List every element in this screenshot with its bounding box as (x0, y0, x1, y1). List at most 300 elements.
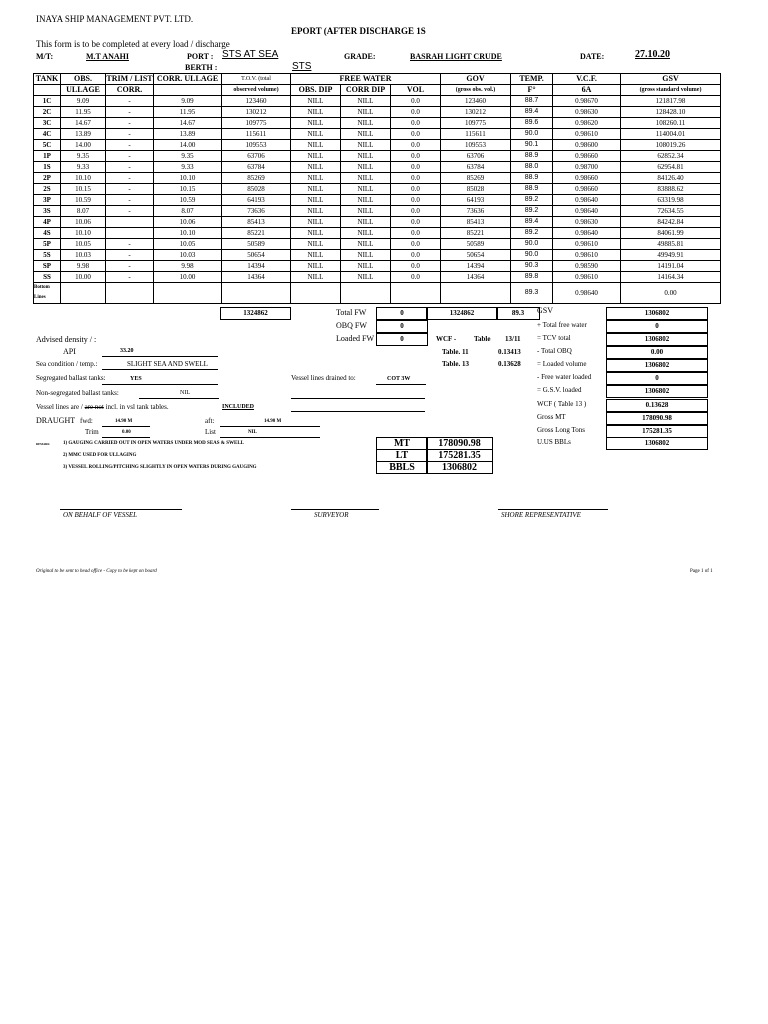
cell-gov: 109553 (441, 140, 511, 151)
table-row (34, 283, 721, 304)
segregated-value: YES (130, 376, 142, 382)
cell-vol: 0.0 (391, 140, 441, 151)
cell-tank: Bottom Lines (34, 283, 61, 304)
cell-corr-dip: NILL (341, 140, 391, 151)
cell-gsv: 108019.26 (621, 140, 721, 151)
cell-tov: 63706 (222, 151, 291, 162)
cell-vcf: 0.98700 (553, 162, 621, 173)
cell-obs: 10.03 (61, 250, 106, 261)
cell-corr: 10.06 (154, 217, 222, 228)
table-row (34, 239, 721, 250)
cell-vcf: 0.98600 (553, 140, 621, 151)
cell-tov: 73636 (222, 206, 291, 217)
port-label: PORT : (187, 52, 214, 61)
cell-vcf: 0.98630 (553, 107, 621, 118)
cell-gsv: 84242.84 (621, 217, 721, 228)
summary-label: Gross Long Tons (537, 426, 585, 434)
col-vol: VOL (391, 85, 441, 96)
table11-value: 0.13413 (498, 348, 521, 356)
table13-label: Table. 13 (442, 360, 469, 368)
cell-tank: 4P (34, 217, 61, 228)
cell-vol: 0.0 (391, 151, 441, 162)
cell-gsv: 49885.81 (621, 239, 721, 250)
report-title: EPORT (AFTER DISCHARGE 1S (291, 26, 426, 36)
col-tov: T.O.V. (total (222, 74, 291, 85)
cell-vol: 0.0 (391, 107, 441, 118)
cell-corr-dip: NILL (341, 173, 391, 184)
cell-gov: 85269 (441, 173, 511, 184)
cell-gov: 109775 (441, 118, 511, 129)
cell-vcf: 0.98610 (553, 272, 621, 283)
table-row (34, 217, 721, 228)
cell-tank: 5C (34, 140, 61, 151)
cell-corr-dip: NILL (341, 217, 391, 228)
cell-vol (391, 283, 441, 304)
form-note: This form is to be completed at every load / discharge (36, 39, 230, 49)
table-row (34, 162, 721, 173)
cell-vol: 0.0 (391, 250, 441, 261)
cell-obs: 8.07 (61, 206, 106, 217)
cell-trim: - (106, 261, 154, 272)
cell-vol: 0.0 (391, 96, 441, 107)
cell-corr-dip: NILL (341, 184, 391, 195)
cell-corr-dip: NILL (341, 118, 391, 129)
cell-vol: 0.0 (391, 217, 441, 228)
cell-gov: 115611 (441, 129, 511, 140)
cell-tank: 2C (34, 107, 61, 118)
port-value: STS AT SEA (222, 49, 279, 60)
cell-tov: 85269 (222, 173, 291, 184)
sea-condition-value: SLIGHT SEA AND SWELL (127, 360, 208, 368)
vessel-lines-incl-label: Vessel lines are / are not incl. in vsl tank tables. (36, 403, 169, 411)
cell-obs: 13.89 (61, 129, 106, 140)
cell-obs-dip: NILL (291, 217, 341, 228)
summary-label: = TCV total (537, 334, 571, 342)
cell-gov: 123460 (441, 96, 511, 107)
table13-value: 0.13628 (498, 360, 521, 368)
table-row (34, 140, 721, 151)
cell-tov: 85221 (222, 228, 291, 239)
table-row (34, 228, 721, 239)
cell-vol: 0.0 (391, 206, 441, 217)
grade-label: GRADE: (344, 52, 376, 61)
cell-corr: 10.00 (154, 272, 222, 283)
cell-obs-dip: NILL (291, 96, 341, 107)
cell-temp: 90.1 (511, 140, 553, 151)
cell-vcf: 0.98590 (553, 261, 621, 272)
cell-vcf: 0.98610 (553, 250, 621, 261)
cell-tank: 2P (34, 173, 61, 184)
cell-tank: 3S (34, 206, 61, 217)
cell-corr-dip: NILL (341, 272, 391, 283)
cell-temp: 89.4 (511, 107, 553, 118)
cell-corr: 9.33 (154, 162, 222, 173)
cell-tank: 5P (34, 239, 61, 250)
col-vcf: V.C.F. (553, 74, 621, 85)
col-vcf-sub: 6A (553, 85, 621, 96)
col-gsv: GSV (621, 74, 721, 85)
summary-label: - Total OBQ (537, 347, 572, 355)
cell-obs: 14.67 (61, 118, 106, 129)
page-number: Page 1 of 1 (690, 569, 713, 574)
cell-gov: 73636 (441, 206, 511, 217)
cell-temp: 90.0 (511, 129, 553, 140)
col-obs: OBS. (61, 74, 106, 85)
berth-value: STS (292, 61, 312, 72)
cell-trim: - (106, 272, 154, 283)
cell-tank: SP (34, 261, 61, 272)
cell-gov: 63784 (441, 162, 511, 173)
cell-tov: 109553 (222, 140, 291, 151)
col-corr-ullage: CORR. ULLAGE (154, 74, 222, 85)
cell-obs-dip: NILL (291, 140, 341, 151)
cell-temp: 90.0 (511, 239, 553, 250)
vessel-lines-incl-value: INCLUDED (222, 404, 255, 410)
cell-temp: 88.0 (511, 162, 553, 173)
cell-obs: 9.98 (61, 261, 106, 272)
cell-vol: 0.0 (391, 162, 441, 173)
cell-obs-dip: NILL (291, 272, 341, 283)
table-row (34, 272, 721, 283)
quantity-unit: BBLS (376, 461, 428, 474)
loaded-fw-value: 0 (376, 333, 428, 346)
cell-tov: 14364 (222, 272, 291, 283)
cell-trim: - (106, 206, 154, 217)
draught-label: DRAUGHT (36, 416, 76, 425)
col-trim: TRIM / LIST (106, 74, 153, 83)
cell-temp: 88.9 (511, 184, 553, 195)
cell-trim: - (106, 195, 154, 206)
cell-vcf: 0.98610 (553, 239, 621, 250)
loaded-fw-label: Loaded FW (336, 334, 374, 343)
cell-corr: 10.10 (154, 173, 222, 184)
cell-temp: 89.8 (511, 272, 553, 283)
cell-tov: 64193 (222, 195, 291, 206)
col-gsv-sub: (gross standard volume) (621, 85, 721, 96)
cell-tank: 4S (34, 228, 61, 239)
cell-corr: 10.03 (154, 250, 222, 261)
cell-obs-dip: NILL (291, 239, 341, 250)
cell-gov: 85413 (441, 217, 511, 228)
cell-corr-dip: NILL (341, 129, 391, 140)
cell-corr-dip: NILL (341, 162, 391, 173)
cell-corr: 8.07 (154, 206, 222, 217)
company-name: INAYA SHIP MANAGEMENT PVT. LTD. (36, 14, 194, 24)
cell-vol: 0.0 (391, 184, 441, 195)
api-value: 33.20 (120, 348, 134, 354)
temp-avg: 89.3 (496, 307, 540, 320)
cell-corr: 10.15 (154, 184, 222, 195)
table-row (34, 118, 721, 129)
wcf-label: WCF - (436, 335, 457, 343)
obq-fw-label: OBQ FW (336, 321, 367, 330)
cell-temp: 89.4 (511, 217, 553, 228)
cell-corr: 9.09 (154, 96, 222, 107)
cell-tov: 14394 (222, 261, 291, 272)
col-corr-dip: CORR DIP (341, 85, 391, 96)
cell-vcf: 0.98640 (553, 206, 621, 217)
col-temp: TEMP. (511, 74, 553, 85)
cell-corr: 14.00 (154, 140, 222, 151)
summary-label: U.US BBLs (537, 438, 571, 446)
fwd-label: fwd: (80, 417, 93, 425)
cell-obs-dip: NILL (291, 173, 341, 184)
cell-temp: 88.9 (511, 151, 553, 162)
cell-temp: 88.9 (511, 173, 553, 184)
summary-value: 1306802 (606, 385, 708, 398)
cell-obs: 10.10 (61, 173, 106, 184)
table-value: 13/11 (505, 335, 521, 343)
cell-trim: - (106, 118, 154, 129)
table-row (34, 96, 721, 107)
cell-obs: 10.10 (61, 228, 106, 239)
cell-tov: 123460 (222, 96, 291, 107)
cell-vol: 0.0 (391, 129, 441, 140)
summary-label: = Loaded volume (537, 360, 587, 368)
cell-tank: 1P (34, 151, 61, 162)
cell-corr: 10.59 (154, 195, 222, 206)
cell-corr-dip: NILL (341, 239, 391, 250)
cell-trim (106, 228, 154, 239)
col-gov: GOV (441, 74, 511, 85)
cell-gov: 50589 (441, 239, 511, 250)
cell-tov (222, 283, 291, 304)
segregated-label: Segregated ballast tanks: (36, 374, 106, 382)
cell-vol: 0.0 (391, 195, 441, 206)
api-label: API (63, 347, 76, 356)
cell-gov: 63706 (441, 151, 511, 162)
vessel-lines-drained-value: COT 3W (387, 376, 411, 382)
col-corr: CORR. (106, 85, 154, 96)
table-label: Table (474, 335, 491, 343)
cell-corr: 10.10 (154, 228, 222, 239)
cell-trim: - (106, 250, 154, 261)
cell-trim: - (106, 96, 154, 107)
summary-value: 1306802 (606, 437, 708, 450)
cell-gov: 85028 (441, 184, 511, 195)
summary-value: 178090.98 (606, 412, 708, 425)
cell-trim: - (106, 184, 154, 195)
cell-obs-dip (291, 283, 341, 304)
table-row (34, 195, 721, 206)
cell-vol: 0.0 (391, 239, 441, 250)
cell-tov: 130212 (222, 107, 291, 118)
cell-vcf: 0.98640 (553, 228, 621, 239)
cell-gsv: 121817.98 (621, 96, 721, 107)
cell-obs (61, 283, 106, 304)
quantity-value: 175281.35 (426, 449, 493, 462)
cell-trim: - (106, 239, 154, 250)
cell-gsv: 14164.34 (621, 272, 721, 283)
table-row (34, 151, 721, 162)
cell-tank: 2S (34, 184, 61, 195)
table-row (34, 250, 721, 261)
berth-label: BERTH : (185, 63, 218, 72)
cell-vol: 0.0 (391, 118, 441, 129)
cell-obs-dip: NILL (291, 129, 341, 140)
summary-label: Gross MT (537, 413, 566, 421)
total-fw-label: Total FW (336, 308, 367, 317)
cell-corr-dip: NILL (341, 250, 391, 261)
cell-obs: 10.06 (61, 217, 106, 228)
summary-value: 1306802 (606, 359, 708, 372)
table-row (34, 107, 721, 118)
cell-temp: 88.7 (511, 96, 553, 107)
mt-label: M/T: (36, 52, 54, 61)
table-row (34, 173, 721, 184)
cell-temp: 89.2 (511, 206, 553, 217)
summary-value: 0.13628 (606, 399, 708, 412)
col-temp-sub: F° (511, 85, 553, 96)
aft-value: 14.90 M (264, 419, 282, 424)
cell-temp: 89.6 (511, 118, 553, 129)
list-label: List (205, 428, 216, 436)
summary-value: 0 (606, 372, 708, 385)
cell-gsv: 114004.01 (621, 129, 721, 140)
non-segregated-label: Non-segregated ballast tanks: (36, 389, 119, 397)
col-ullage: ULLAGE (61, 85, 106, 96)
cell-gov: 14394 (441, 261, 511, 272)
cell-tank: SS (34, 272, 61, 283)
table-row (34, 129, 721, 140)
cell-gsv: 83888.62 (621, 184, 721, 195)
aft-label: aft: (205, 417, 215, 425)
vessel-lines-drained-label: Vessel lines drained to: (291, 374, 356, 382)
remark-3: 3) VESSEL ROLLING/PITCHING SLIGHTLY IN OPEN WATERS DURING GAUGING (63, 465, 257, 470)
cell-obs-dip: NILL (291, 184, 341, 195)
cell-corr-dip: NILL (341, 151, 391, 162)
cell-temp: 89.2 (511, 195, 553, 206)
cell-gsv: 84126.40 (621, 173, 721, 184)
cell-tank: 5S (34, 250, 61, 261)
cell-tov: 85413 (222, 217, 291, 228)
cell-vol: 0.0 (391, 173, 441, 184)
cell-vcf: 0.98640 (553, 283, 621, 304)
summary-label: + Total free water (537, 321, 587, 329)
cell-tank: 3P (34, 195, 61, 206)
cell-gov: 64193 (441, 195, 511, 206)
summary-value: 175281.35 (606, 425, 708, 438)
cell-vcf: 0.98630 (553, 217, 621, 228)
col-tank: TANK (34, 74, 61, 85)
cell-gov: 50654 (441, 250, 511, 261)
cell-temp: 90.0 (511, 250, 553, 261)
cell-tank: 1S (34, 162, 61, 173)
cell-corr: 14.67 (154, 118, 222, 129)
cell-gsv: 84061.99 (621, 228, 721, 239)
cell-vcf: 0.98660 (553, 184, 621, 195)
cell-gsv: 62852.34 (621, 151, 721, 162)
cell-obs-dip: NILL (291, 261, 341, 272)
col-obs-dip: OBS. DIP (291, 85, 341, 96)
gsv-total: 1306802 (606, 307, 708, 320)
table-row (34, 261, 721, 272)
date-label: DATE: (580, 52, 605, 61)
cell-corr-dip (341, 283, 391, 304)
tov-total: 1324862 (220, 307, 291, 320)
advised-density-label: Advised density / : (36, 335, 97, 344)
cell-gov: 85221 (441, 228, 511, 239)
cell-tov: 115611 (222, 129, 291, 140)
cell-vol: 0.0 (391, 272, 441, 283)
quantity-value: 1306802 (426, 461, 493, 474)
cell-corr: 10.05 (154, 239, 222, 250)
table-row (34, 206, 721, 217)
cell-corr-dip: NILL (341, 107, 391, 118)
gsv-label: GSV (537, 306, 554, 315)
cell-corr-dip: NILL (341, 261, 391, 272)
cell-gov: 14364 (441, 272, 511, 283)
cell-corr: 9.35 (154, 151, 222, 162)
cell-obs: 10.15 (61, 184, 106, 195)
summary-value: 0 (606, 320, 708, 333)
cell-gsv: 63319.98 (621, 195, 721, 206)
cell-obs-dip: NILL (291, 250, 341, 261)
col-tov-sub: observed volume) (222, 85, 291, 96)
obq-fw-value: 0 (376, 320, 428, 333)
cell-corr (154, 283, 222, 304)
cell-corr-dip: NILL (341, 96, 391, 107)
mt-value: M.T ANAHI (86, 52, 129, 61)
cell-tank: 1C (34, 96, 61, 107)
remark-2: 2) MMC USED FOR ULLAGING (63, 453, 137, 458)
sign-shore: SHORE REPRESENTATIVE (501, 511, 581, 519)
cell-tov: 63784 (222, 162, 291, 173)
summary-label: WCF ( Table 13 ) (537, 400, 587, 408)
cell-temp: 89.2 (511, 228, 553, 239)
cell-obs-dip: NILL (291, 228, 341, 239)
cell-obs-dip: NILL (291, 195, 341, 206)
quantity-value: 178090.98 (426, 437, 493, 450)
cell-obs: 10.00 (61, 272, 106, 283)
cell-vcf: 0.98640 (553, 195, 621, 206)
cell-obs: 10.05 (61, 239, 106, 250)
cell-obs-dip: NILL (291, 107, 341, 118)
fwd-value: 14.90 M (115, 419, 133, 424)
cell-gsv: 0.00 (621, 283, 721, 304)
cell-corr: 13.89 (154, 129, 222, 140)
grade-value: BASRAH LIGHT CRUDE (410, 52, 502, 61)
footer-note: Original to be sent to head office - Copy to be kept on board (36, 569, 157, 574)
cell-trim: - (106, 107, 154, 118)
cell-temp: 90.3 (511, 261, 553, 272)
gov-total: 1324862 (426, 307, 498, 320)
date-value: 27.10.20 (635, 49, 670, 60)
cell-gsv: 14191.04 (621, 261, 721, 272)
cell-vcf: 0.98660 (553, 173, 621, 184)
cell-gov (441, 283, 511, 304)
quantity-unit: LT (376, 449, 428, 462)
cell-vol: 0.0 (391, 261, 441, 272)
cell-gsv: 72634.55 (621, 206, 721, 217)
cell-tank: 4C (34, 129, 61, 140)
cell-corr-dip: NILL (341, 195, 391, 206)
cell-vol: 0.0 (391, 228, 441, 239)
cell-vcf: 0.98620 (553, 118, 621, 129)
cell-corr: 11.95 (154, 107, 222, 118)
cell-trim (106, 217, 154, 228)
cell-gov: 130212 (441, 107, 511, 118)
cell-trim: - (106, 151, 154, 162)
cell-gsv: 128428.10 (621, 107, 721, 118)
cell-tov: 109775 (222, 118, 291, 129)
col-free-water: FREE WATER (291, 74, 441, 85)
cell-corr: 9.98 (154, 261, 222, 272)
table-row (34, 184, 721, 195)
sign-surveyor: SURVEYOR (314, 511, 349, 519)
trim-value: 0.00 (122, 430, 131, 435)
list-value: NIL (248, 430, 257, 435)
